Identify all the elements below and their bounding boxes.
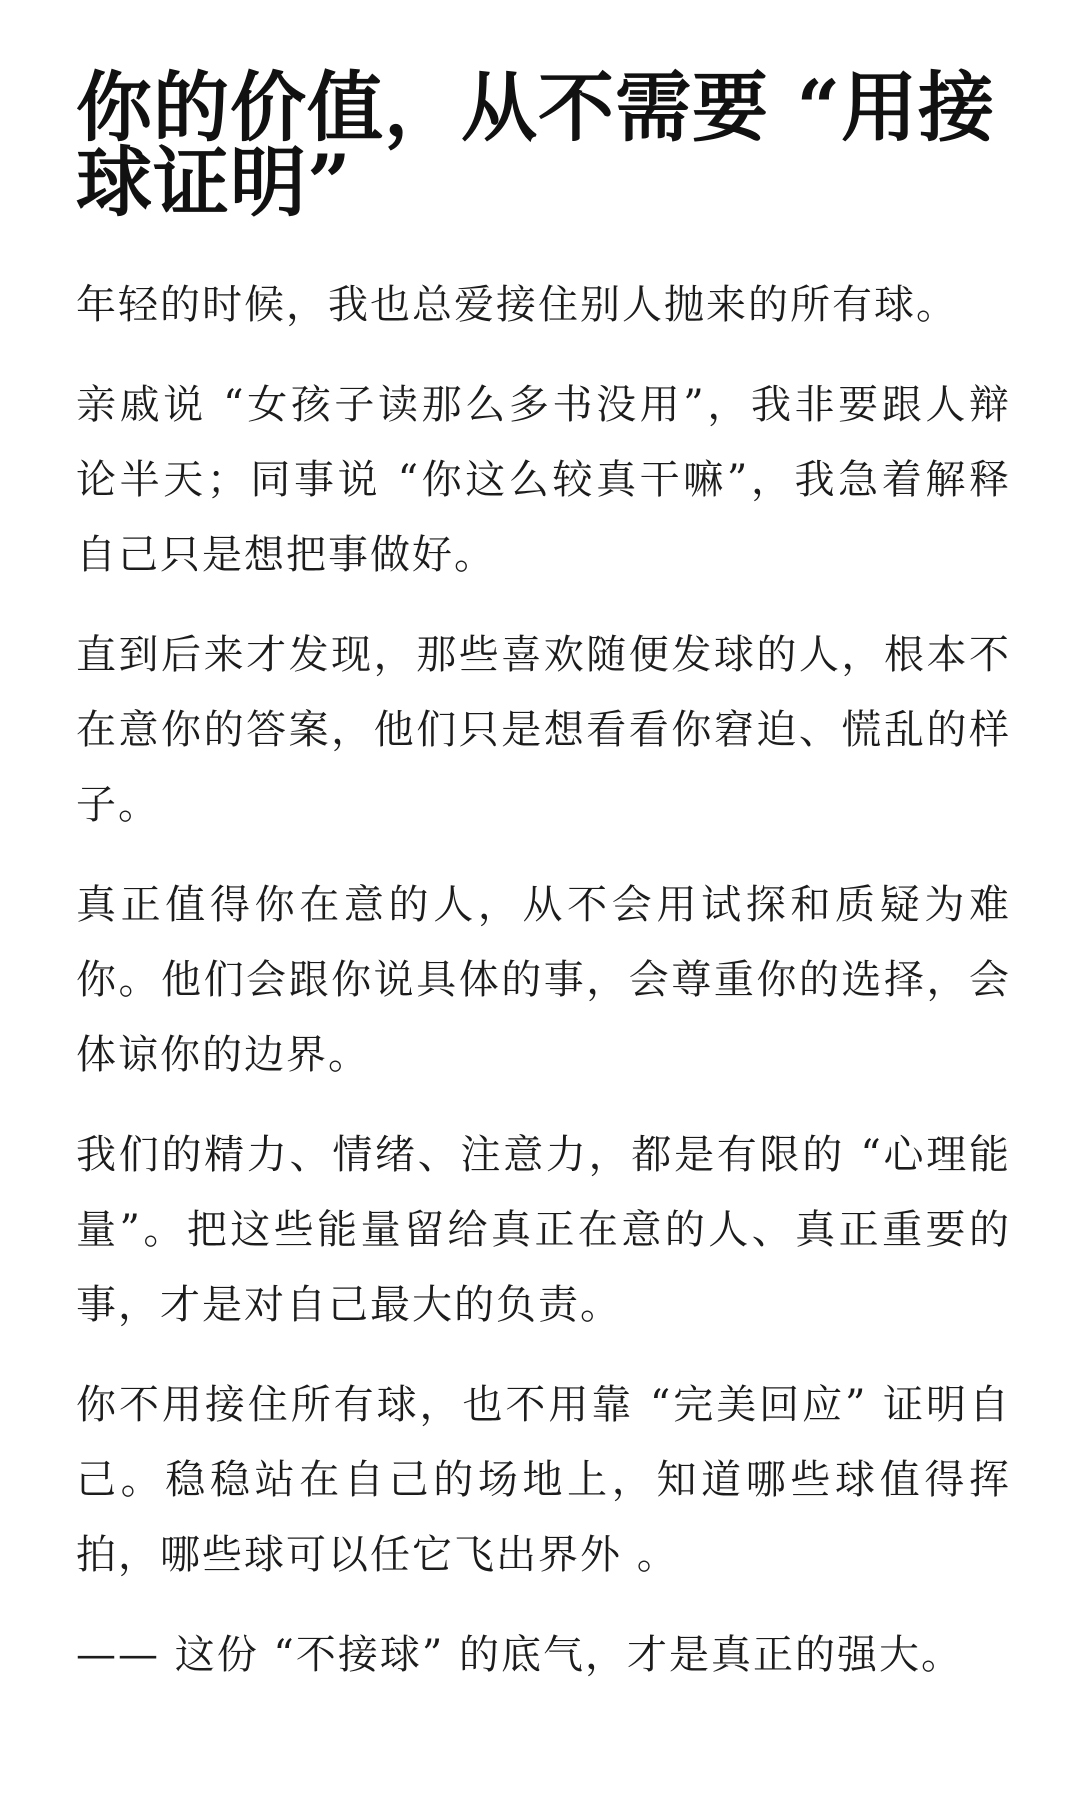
paragraph-5: 我们的精力、情绪、注意力，都是有限的 “心理能量”。把这些能量留给真正在意的人、真正重要的事，才是对自己最大的负责。 [76, 1132, 1011, 1328]
closing-line: —— 这份 “不接球” 的底气，才是真正的强大。 [76, 1632, 964, 1678]
paragraph-6: 你不用接住所有球，也不用靠 “完美回应” 证明自己。稳稳站在自己的场地上，知道哪些球值得挥拍，哪些球可以任它飞出界外 。 [76, 1382, 1011, 1578]
paragraph-2: 亲戚说 “女孩子读那么多书没用”，我非要跟人辩论半天；同事说 “你这么较真干嘛”，我急着解释自己只是想把事做好。 [76, 382, 1011, 578]
paragraph-4: 真正值得你在意的人，从不会用试探和质疑为难你。他们会跟你说具体的事，会尊重你的选择，会体谅你的边界。 [76, 882, 1011, 1078]
paragraph-1: 年轻的时候，我也总爱接住别人抛来的所有球。 [76, 282, 958, 328]
article-title: 你的价值，从不需要 “用接球证明” [76, 63, 996, 227]
article [76, 63, 1011, 1693]
paragraph-3: 直到后来才发现，那些喜欢随便发球的人，根本不在意你的答案，他们只是想看看你窘迫、慌乱的样子。 [76, 632, 1011, 828]
